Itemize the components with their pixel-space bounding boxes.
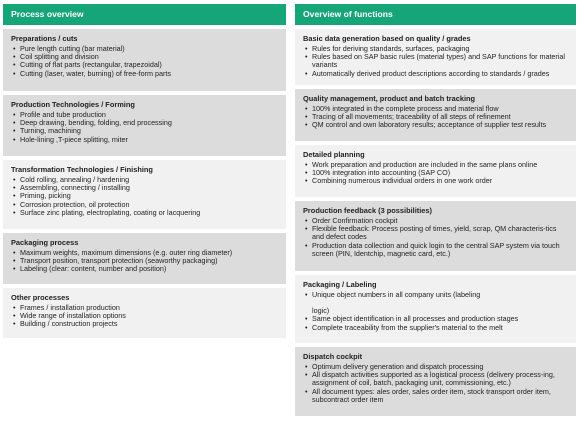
- list-item: • Pure length cutting (bar material): [11, 45, 278, 53]
- list-item: • Profile and tube production: [11, 111, 278, 119]
- list-item: • Maximum weights, maximum dimensions (e.g. outer ring diameter): [11, 249, 278, 257]
- list-item-continuation: logic): [312, 305, 330, 315]
- process-overview-header: Process overview: [3, 4, 286, 25]
- section-title: Transformation Technologies / Finishing: [11, 165, 153, 174]
- section-quality-management: [295, 89, 576, 141]
- list-item: • Coil splitting and division: [11, 53, 278, 61]
- list-item: • Combining numerous individual orders in one work order: [303, 177, 568, 185]
- list-item: • Rules for deriving standards, surfaces, packaging: [303, 45, 568, 53]
- section-title: Production Technologies / Forming: [11, 100, 135, 109]
- section-title: Production feedback (3 possibilities): [303, 206, 432, 215]
- section-title: Basic data generation based on quality / grades: [303, 34, 471, 43]
- list-item: • Cold rolling, annealing / hardening: [11, 176, 278, 184]
- list-item: • Rules based on SAP basic rules (material types) and SAP functions for material variants: [303, 53, 568, 70]
- list-item: • Tracing of all movements; traceability of all steps of refinement: [303, 113, 568, 121]
- list-item: • Unique object numbers in all company units (labeling: [303, 291, 568, 299]
- list-item: • Complete traceability from the supplier's material to the melt: [303, 324, 568, 332]
- bullet-list: [303, 363, 568, 405]
- list-item: • 100% integrated in the complete process and material flow: [303, 105, 568, 113]
- section-title: Preparations / cuts: [11, 34, 78, 43]
- bullet-list: [11, 45, 278, 78]
- list-item: • QM control and own laboratory results; acceptance of supplier test results: [303, 121, 568, 129]
- list-item: • Turning, machining: [11, 127, 278, 135]
- bullet-list: [11, 249, 278, 274]
- list-item: • 100% integration into accounting (SAP CO): [303, 169, 568, 177]
- section-production-technologies: [3, 95, 286, 156]
- bullet-list: [303, 45, 568, 78]
- section-title: Dispatch cockpit: [303, 352, 363, 361]
- list-item: • Building / construction projects: [11, 320, 278, 328]
- section-title: Packaging process: [11, 238, 79, 247]
- section-packaging-process: [3, 233, 286, 284]
- bullet-list: [11, 111, 278, 144]
- section-production-feedback: [295, 201, 576, 271]
- list-item: • Optimum delivery generation and dispatch processing: [303, 363, 568, 371]
- bullet-list: [303, 291, 568, 332]
- list-item: • Wide range of installation options: [11, 312, 278, 320]
- section-packaging-labeling: [295, 275, 576, 343]
- list-item: • Automatically derived product descriptions according to standards / grades: [303, 70, 568, 78]
- list-item: • Work preparation and production are included in the same plans online: [303, 161, 568, 169]
- list-item: • All dispatch activities supported as a logistical process (delivery process-ing, assignment of coil, batch, packaging unit, commissioning, etc.): [303, 371, 568, 388]
- list-item: • Priming, picking: [11, 192, 278, 200]
- list-item: • Production data collection and quick login to the central SAP system via touch screen (PIN, Identchip, magnetic card, etc.): [303, 242, 568, 259]
- list-spacer: [303, 299, 568, 307]
- section-basic-data-generation: [295, 29, 576, 85]
- section-dispatch-cockpit: [295, 347, 576, 416]
- bullet-list: [303, 161, 568, 186]
- list-item: • Assembling, connecting / installing: [11, 184, 278, 192]
- list-item: • Corrosion protection, oil protection: [11, 201, 278, 209]
- section-transformation-technologies: [3, 160, 286, 229]
- list-item: • Transport position, transport protection (seaworthy packaging): [11, 257, 278, 265]
- list-item: • Hole-lining ,T-piece splitting, miter: [11, 136, 278, 144]
- section-title: Detailed planning: [303, 150, 365, 159]
- list-item: • Surface zinc plating, electroplating, coating or lacquering: [11, 209, 278, 217]
- list-item: • Flexible feedback: Process posting of times, yield, scrap, QM characteris-tics and defect codes: [303, 225, 568, 242]
- section-detailed-planning: [295, 145, 576, 197]
- section-title: Quality management, product and batch tracking: [303, 94, 476, 103]
- bullet-list: [11, 176, 278, 218]
- section-other-processes: [3, 288, 286, 338]
- section-title: Other processes: [11, 293, 70, 302]
- section-title: Packaging / Labeling: [303, 280, 377, 289]
- list-item: • Cutting of flat parts (rectangular, trapezoidal): [11, 61, 278, 69]
- bullet-list: [11, 304, 278, 329]
- list-item: • Labeling (clear: content, number and position): [11, 265, 278, 273]
- list-item: • Deep drawing, bending, folding, end processing: [11, 119, 278, 127]
- process-overview-column: [3, 4, 286, 338]
- list-item: • Cutting (laser, water, burning) of free-form parts: [11, 70, 278, 78]
- bullet-list: [303, 217, 568, 259]
- bullet-list: [303, 105, 568, 130]
- section-preparations-cuts: [3, 29, 286, 91]
- overview-of-functions-column: [295, 4, 576, 416]
- overview-of-functions-header: Overview of functions: [295, 4, 576, 25]
- list-item: • Order Confirmation cockpit: [303, 217, 568, 225]
- list-item: • Same object identification in all processes and production stages: [303, 315, 568, 323]
- list-item: • All document types: ales order, sales order item, stock transport order item, subcontract order item: [303, 388, 568, 405]
- list-item: • Frames / installation production: [11, 304, 278, 312]
